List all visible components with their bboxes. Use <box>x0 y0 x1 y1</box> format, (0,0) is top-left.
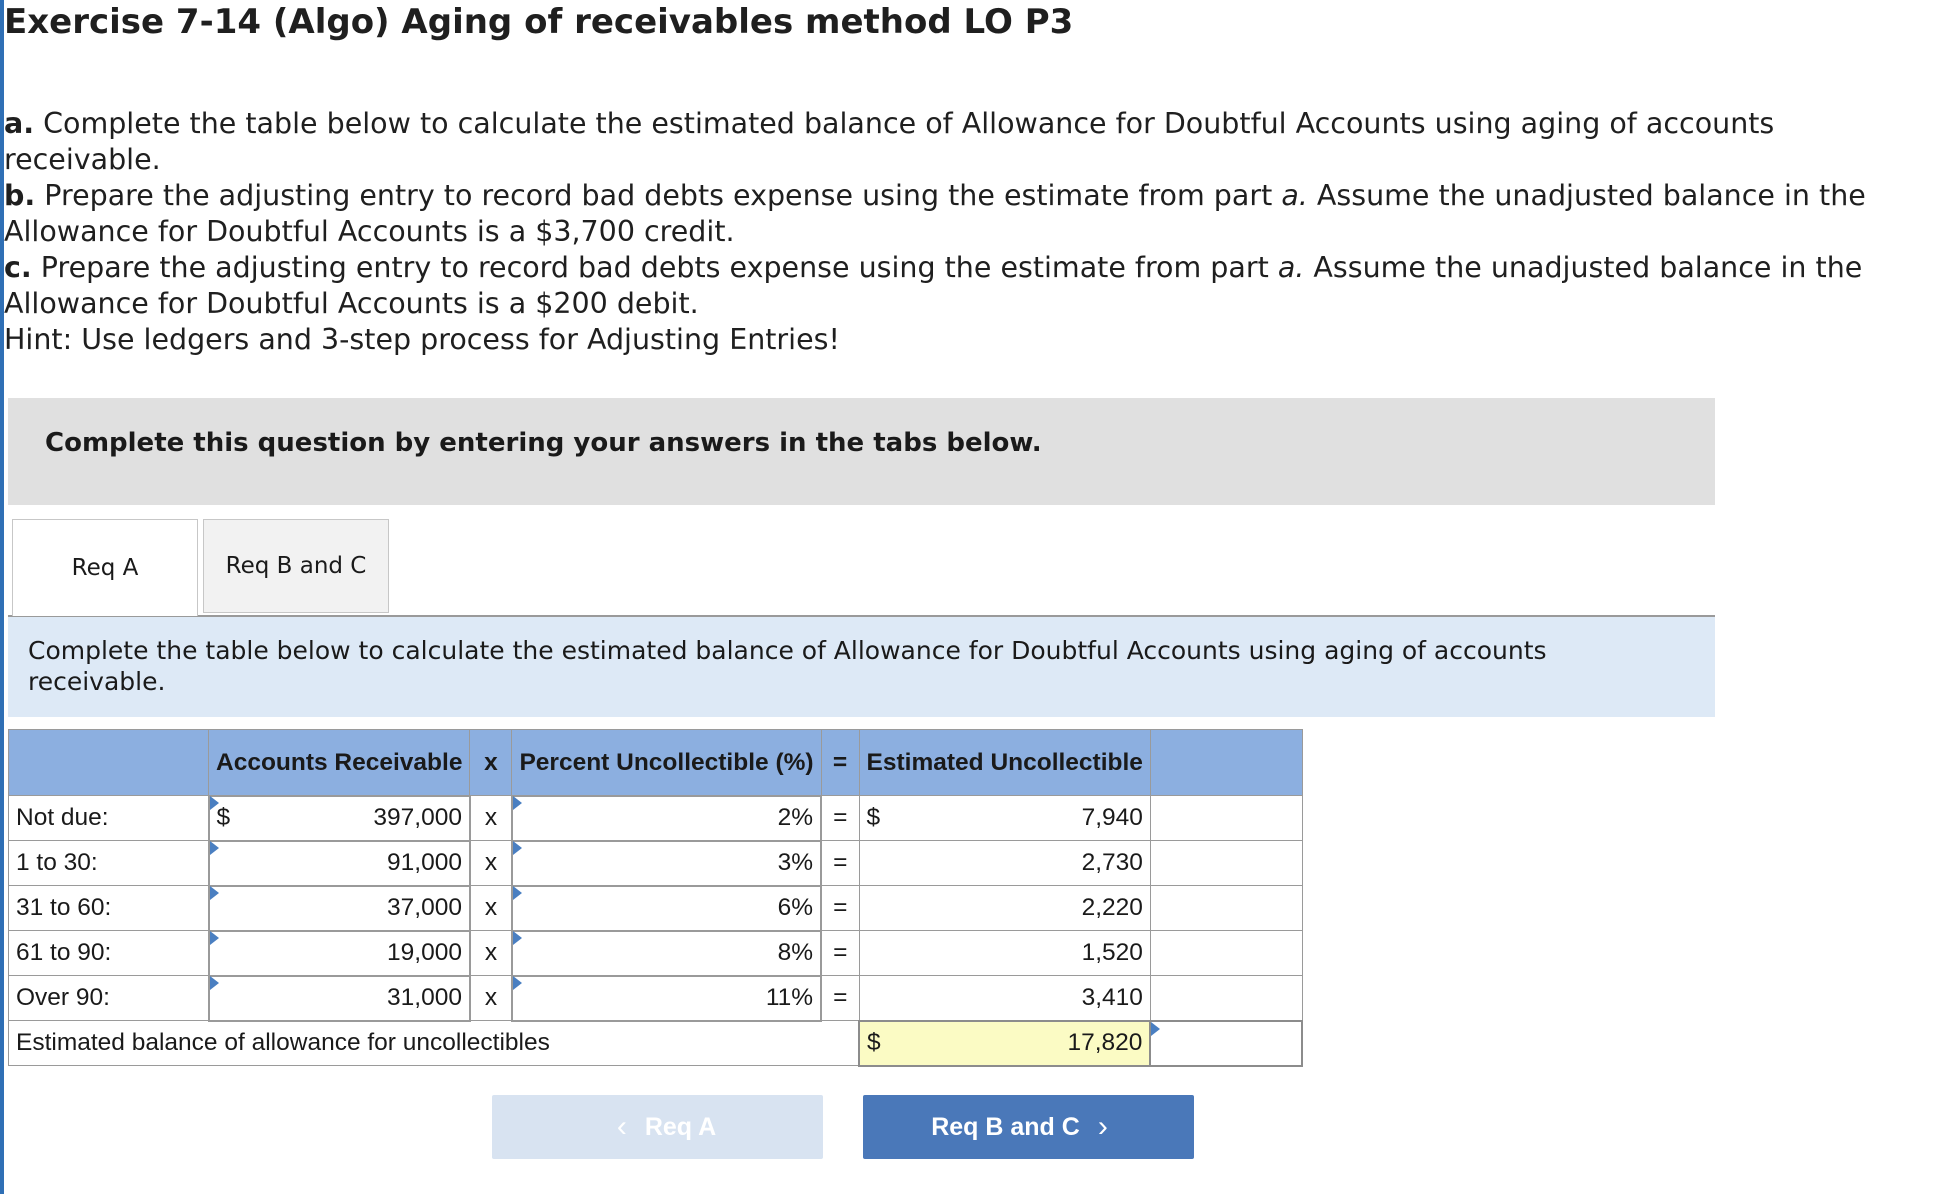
total-row <box>9 1021 1303 1066</box>
equals-sign: = <box>821 796 859 841</box>
header-blank <box>9 730 209 796</box>
accounts-receivable-input[interactable]: 31,000 <box>209 976 470 1021</box>
accounts-receivable-input[interactable]: 91,000 <box>209 841 470 886</box>
next-req-b-and-c-button[interactable] <box>863 1095 1194 1159</box>
equals-sign: = <box>821 931 859 976</box>
percent-input[interactable]: 8% <box>512 931 821 976</box>
tab-bar <box>8 519 1715 617</box>
header-extra <box>1150 730 1302 796</box>
prev-button-label: Req A <box>644 1112 717 1141</box>
total-value: 17,820 <box>1067 1029 1143 1056</box>
extra-cell <box>1150 886 1302 931</box>
multiply-sign: x <box>470 931 512 976</box>
currency-symbol: $ <box>867 1029 881 1056</box>
estimated-value: 2,220 <box>859 886 1150 931</box>
estimated-value: 2,730 <box>859 841 1150 886</box>
table-row <box>9 931 1303 976</box>
table-row <box>9 841 1303 886</box>
instruction-c-text-2: Assume the unadjusted balance in the Allowance for Doubtful Accounts is a $200 debit. <box>4 251 1863 320</box>
row-label: Over 90: <box>9 976 209 1021</box>
table-row <box>9 976 1303 1021</box>
equals-sign: = <box>821 886 859 931</box>
accounts-receivable-input[interactable]: 19,000 <box>209 931 470 976</box>
question-banner <box>8 398 1715 505</box>
instruction-a-prefix: a. <box>4 107 35 140</box>
total-estimated-allowance <box>859 1021 1150 1066</box>
instruction-b-text-2: Assume the unadjusted balance in the Allowance for Doubtful Accounts is a $3,700 credit. <box>4 179 1866 248</box>
multiply-sign: x <box>470 886 512 931</box>
accounts-receivable-input[interactable] <box>209 796 470 841</box>
header-equals: = <box>821 730 859 796</box>
table-header-row <box>9 730 1303 796</box>
table-row <box>9 886 1303 931</box>
extra-cell <box>1150 976 1302 1021</box>
equals-sign: = <box>821 841 859 886</box>
chevron-right-icon: › <box>1097 1110 1108 1143</box>
aging-table <box>8 729 1303 1067</box>
header-multiply: x <box>470 730 512 796</box>
estimated-value: 1,520 <box>859 931 1150 976</box>
est-value: 7,940 <box>1081 804 1143 831</box>
tab-req-a[interactable]: Req A <box>12 519 198 616</box>
table-row <box>9 796 1303 841</box>
instruction-c-prefix: c. <box>4 251 32 284</box>
percent-input[interactable]: 6% <box>512 886 821 931</box>
instruction-b <box>4 178 1884 250</box>
total-label: Estimated balance of allowance for uncollectibles <box>9 1021 860 1066</box>
instruction-c-text-1: Prepare the adjusting entry to record bad debts expense using the estimate from part <box>31 251 1278 284</box>
tab-req-b-and-c[interactable]: Req B and C <box>203 519 389 613</box>
header-accounts-receivable: Accounts Receivable <box>209 730 470 796</box>
multiply-sign: x <box>470 841 512 886</box>
prev-req-a-button[interactable] <box>492 1095 823 1159</box>
instruction-c <box>4 250 1884 322</box>
currency-symbol: $ <box>216 804 231 831</box>
ar-value: 397,000 <box>373 804 462 831</box>
equals-sign: = <box>821 976 859 1021</box>
req-instruction-text: Complete the table below to calculate the estimated balance of Allowance for Doubtful Accounts using aging of accounts receivable. <box>28 636 1547 696</box>
extra-cell <box>1150 841 1302 886</box>
banner-text: Complete this question by entering your answers in the tabs below. <box>45 428 1042 458</box>
req-instruction-panel <box>8 617 1715 717</box>
instruction-b-italic: a. <box>1281 179 1308 212</box>
currency-symbol: $ <box>866 804 881 831</box>
row-label: Not due: <box>9 796 209 841</box>
instructions <box>4 106 1884 358</box>
extra-cell <box>1150 931 1302 976</box>
row-label: 1 to 30: <box>9 841 209 886</box>
header-percent-uncollectible: Percent Uncollectible (%) <box>512 730 821 796</box>
row-label: 31 to 60: <box>9 886 209 931</box>
estimated-value <box>859 796 1150 841</box>
next-button-label: Req B and C <box>931 1112 1080 1141</box>
instruction-b-prefix: b. <box>4 179 36 212</box>
extra-cell <box>1150 796 1302 841</box>
instruction-c-italic: a. <box>1277 251 1305 284</box>
multiply-sign: x <box>470 976 512 1021</box>
percent-input[interactable]: 3% <box>512 841 821 886</box>
instruction-hint: Hint: Use ledgers and 3-step process for Adjusting Entries! <box>4 323 840 356</box>
accounts-receivable-input[interactable]: 37,000 <box>209 886 470 931</box>
page-title: Exercise 7-14 (Algo) Aging of receivables method LO P3 <box>4 2 1074 42</box>
multiply-sign: x <box>470 796 512 841</box>
instruction-a-text: Complete the table below to calculate the estimated balance of Allowance for Doubtful Accounts using aging of accounts receivable. <box>4 107 1775 176</box>
instruction-b-text-1: Prepare the adjusting entry to record bad debts expense using the estimate from part <box>35 179 1282 212</box>
estimated-value: 3,410 <box>859 976 1150 1021</box>
percent-input[interactable]: 11% <box>512 976 821 1021</box>
percent-input[interactable]: 2% <box>512 796 821 841</box>
total-extra-input[interactable] <box>1150 1021 1302 1066</box>
chevron-left-icon: ‹ <box>616 1110 627 1143</box>
instruction-a <box>4 106 1884 178</box>
row-label: 61 to 90: <box>9 931 209 976</box>
header-estimated-uncollectible: Estimated Uncollectible <box>859 730 1150 796</box>
